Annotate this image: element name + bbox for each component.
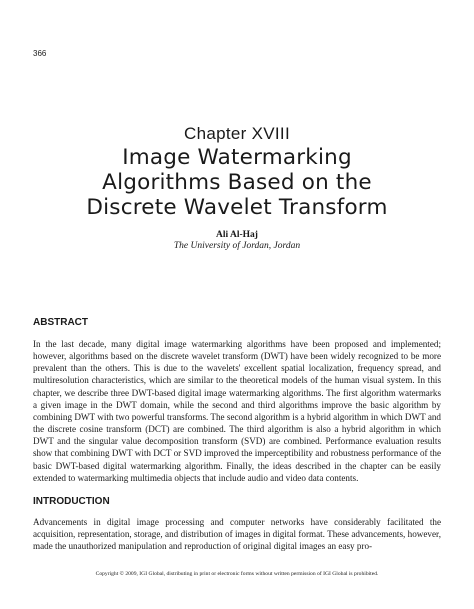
chapter-title-line: Image Watermarking [122, 145, 352, 170]
abstract-text: In the last decade, many digital image watermarking algorithms have been proposed and implemented; however, algorithms based on the discrete wavelet transform (DWT) have been widely recognized to be more prevalent than the others. This is due to the wavelets' excellent spatial localization, frequency spread, and multiresolution characteristics, which are similar to the theoretical models of the human visual system. In this chapter, we describe three DWT-based digital image watermarking algorithms. The first algorithm watermarks a given image in the DWT domain, while the second and third algorithms improve the basic algorithm by combining DWT with two powerful transforms. The second algorithm is a hybrid algorithm in which DWT and the discrete cosine transform (DCT) are combined. The third algorithm is also a hybrid algorithm in which DWT and the singular value decomposition transform (SVD) are combined. Performance evaluation results show that combining DWT with DCT or SVD improved the imperceptibility and robustness performance of the basic DWT-based digital watermarking algorithm. Finally, the ideas described in the chapter can be easily extended to watermarking multimedia objects that include audio and video data contents. [33, 339, 441, 483]
copyright-notice: Copyright © 2009, IGI Global, distributing in print or electronic forms without written permission of IGI Global is prohibited. [95, 571, 379, 577]
chapter-title-line: Discrete Wavelet Transform [86, 195, 388, 220]
chapter-label: Chapter XVIII [184, 124, 290, 143]
introduction-heading: INTRODUCTION [33, 496, 110, 507]
abstract-heading: ABSTRACT [33, 317, 88, 328]
chapter-title-line: Algorithms Based on the [102, 170, 372, 195]
chapter-title [0, 145, 474, 220]
author-affiliation: The University of Jordan, Jordan [173, 241, 301, 251]
introduction-text: Advancements in digital image processing and computer networks have considerably facilitated the acquisition, representation, storage, and distribution of images in digital format. These advancements, however, made the unauthorized manipulation and reproduction of original digital images an easy pro- [33, 517, 441, 552]
author-name: Ali Al-Haj [216, 230, 258, 240]
page-number: 366 [33, 49, 47, 58]
